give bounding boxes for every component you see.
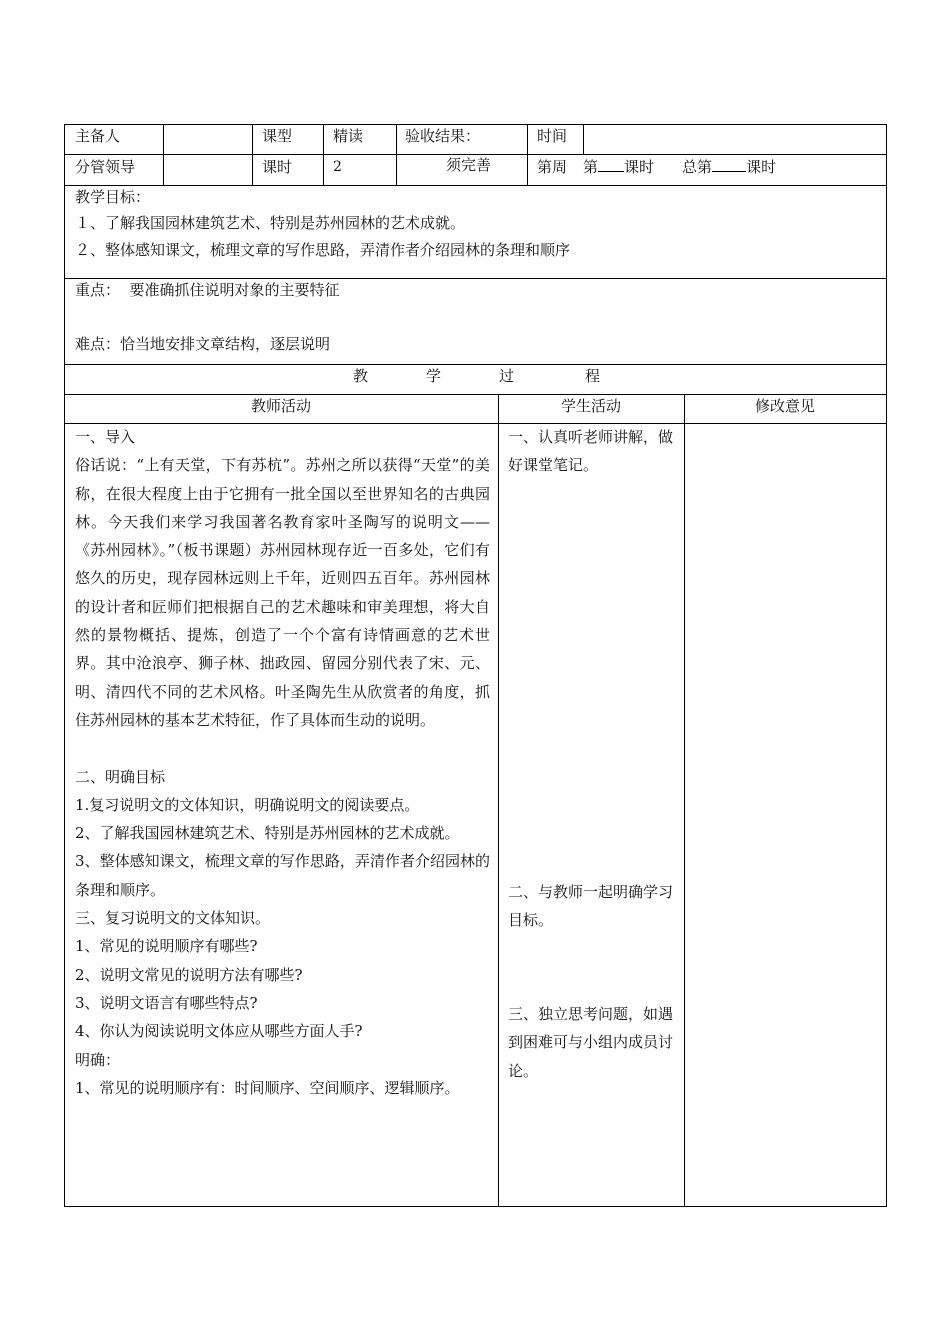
student-activity-1: 一、认真听老师讲解，做好课堂笔记。 [508,428,674,475]
label-acceptance-result: 验收结果： [405,127,481,145]
blank-total-number[interactable] [712,157,746,172]
section-3-title: 三、复习说明文的文体知识。 [75,909,271,928]
col-header-teacher: 教师活动 [250,397,311,415]
label-time: 时间 [537,127,568,145]
difficult-point: 难点：恰当地安排文章结构，逐层说明 [75,335,331,353]
goal-3: 3、整体感知课文，梳理文章的写作思路，弄清作者介绍园林的条理和顺序。 [75,852,490,899]
clarify-answer-1: 1、常见的说明顺序有：时间顺序、空间顺序、逻辑顺序。 [75,1078,460,1097]
goal-item-2: ２、整体感知课文，梳理文章的写作思路，弄清作者介绍园林的条理和顺序 [75,241,571,259]
value-acceptance-result: 须完善 [446,156,492,174]
section-1-title: 一、导入 [75,428,136,446]
label-class-hours: 课时 [262,158,293,176]
goal-item-1: １、了解我国园林建筑艺术、特别是苏州园林的艺术成就。 [75,214,466,232]
value-class-hours: 2 [333,159,342,175]
question-4: 4、你认为阅读说明文体应从哪些方面人手? [75,1022,363,1041]
schedule-line [537,157,776,177]
label-total-di: 总第 [682,158,713,176]
section-1-body: 俗话说：“上有天堂，下有苏杭”。苏州之所以获得“天堂”的美称，在很大程度上由于它拥有一批全国以至世界知名的古典园林。今天我们来学习我国著名教育家叶圣陶写的说明文——《苏州园林》。”（板书课题）苏州园林现存近一百多处，它们有悠久的历史，现存园林远则上千年，近则四五百年。苏州园林的设计者和匠师们把根据自己的艺术趣味和审美理想，将大自然的景物概括、提炼，创造了一个个富有诗情画意的艺术世界。其中沧浪亭、狮子林、拙政园、留园分别代表了宋、元、明、清四代不同的艺术风格。叶圣陶先生从欣赏者的角度，抓住苏州园林的基本艺术特征，作了具体而生动的说明。 [75,456,490,729]
student-activity-2: 二、与教师一起明确学习目标。 [508,883,674,930]
process-title-char-2: 学 [426,367,442,385]
teacher-activity-column [75,423,490,1102]
goal-2: 2、了解我国园林建筑艺术、特别是苏州园林的艺术成就。 [75,824,460,843]
label-supervisor: 分管领导 [75,158,136,176]
label-di: 第 [583,158,599,176]
student-activity-3: 三、独立思考问题，如遇到困难可与小组内成员讨论。 [508,1005,674,1080]
col-header-notes: 修改意见 [754,397,815,415]
label-keshi-1: 课时 [624,158,655,176]
key-point: 重点： 要准确抓住说明对象的主要特征 [75,281,340,299]
label-keshi-2: 课时 [746,158,777,176]
question-1: 1、常见的说明顺序有哪些? [75,937,258,956]
question-2: 2、说明文常见的说明方法有哪些? [75,965,303,984]
clarify-label: 明确： [75,1050,121,1069]
value-lesson-type: 精读 [333,127,364,145]
blank-lesson-number[interactable] [598,157,624,172]
goals-title: 教学目标： [75,188,151,206]
process-title-char-1: 教 [353,367,369,385]
label-preparer: 主备人 [75,127,121,145]
process-title-char-4: 程 [585,367,601,385]
process-title-char-3: 过 [499,367,515,385]
goal-1: 1.复习说明文的文体知识，明确说明文的阅读要点。 [75,795,420,814]
question-3: 3、说明文语言有哪些特点? [75,993,258,1012]
label-lesson-type: 课型 [262,127,293,145]
section-2-title: 二、明确目标 [75,767,166,786]
label-week: 第周 [537,158,568,176]
col-header-student: 学生活动 [560,397,621,415]
